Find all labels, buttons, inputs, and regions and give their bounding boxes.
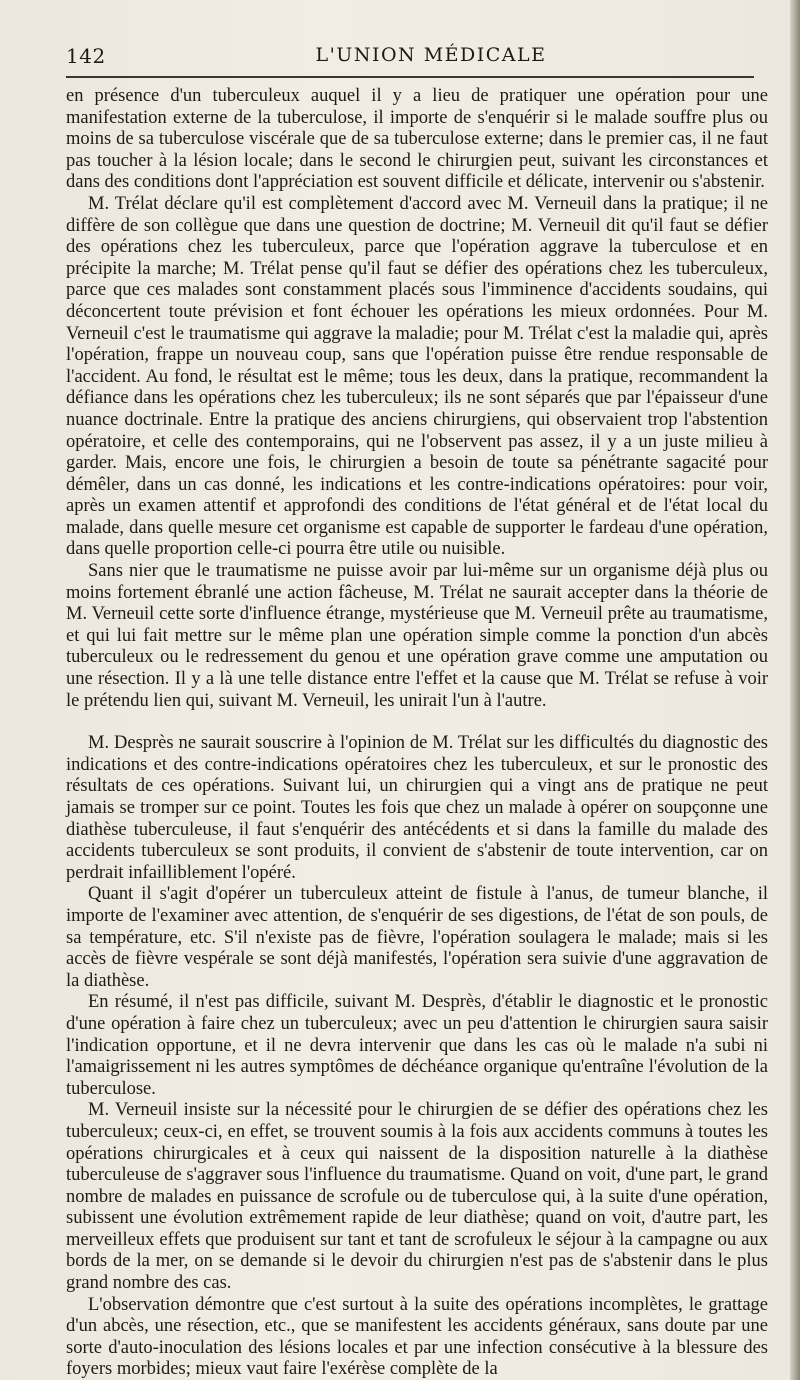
header-rule (66, 76, 754, 78)
paragraph-continuation: en présence d'un tuberculeux auquel il y a lieu de pratiquer une opération pour une manifestation externe de la tuberculose, il importe de s'enquérir si le malade souffre plus ou moins de sa tuberculose viscérale que de sa tuberculose externe; dans le premier cas, il ne faut pas toucher à la lésion locale; dans le second le chirurgien peut, suivant les circonstances et dans des conditions dont l'appréciation est souvent difficile et délicate, intervenir ou s'abstenir. (66, 86, 768, 193)
paragraph-trelat: M. Trélat déclare qu'il est complètement d'accord avec M. Verneuil dans la pratique; il ne diffère de son collègue que dans une question de doctrine; M. Verneuil dit qu'il faut se défier des opérations chez les tuberculeux, parce que l'opération aggrave la tuberculose et en précipite la marche; M. Trélat pense qu'il faut se défier des opérations chez les tuberculeux, parce que ces malades sont constamment placés sous l'imminence d'accidents soudains, qui déconcertent toute prévision et font échouer les opérations les mieux ordonnées. Pour M. Verneuil c'est le traumatisme qui aggrave la maladie; pour M. Trélat c'est la maladie qui, après l'opération, frappe un nouveau coup, sans que l'opération puisse être rendue responsable de l'accident. Au fond, le résultat est le même; tous les deux, dans la pratique, recommandent la défiance dans les opérations chez les tuberculeux; ils ne sont séparés que par l'épaisseur d'une nuance doctrinale. Entre la pratique des anciens chirurgiens, qui observaient trop l'abstention opératoire, et celle des contemporains, qui ne l'observent pas assez, il y a un juste milieu à garder. Mais, encore une fois, le chirurgien a besoin de toute sa pénétrante sagacité pour démêler, dans un cas donné, les indications et les contre-indications opératoires: pour voir, après un examen attentif et approfondi des conditions de l'état général et de l'état local du malade, dans quelle mesure cet organisme est capable de supporter le fardeau d'une opération, dans quelle proportion celle-ci pourra être utile ou nuisible. (66, 193, 768, 560)
article-body (66, 86, 768, 1380)
paragraph-verneuil: M. Verneuil insiste sur la nécessité pour le chirurgien de se défier des opérations chez les tuberculeux; ceux-ci, en effet, se trouvent soumis à la fois aux accidents communs à toutes les opérations chirurgicales et à ceux qui naissent de la disposition naturelle à la diathèse tuberculeuse de s'aggraver sous l'influence du traumatisme. Quand on voit, d'une part, le grand nombre de malades en puissance de scrofule ou de tuberculose qui, à la suite d'une opération, subissent une évolution extrêmement rapide de leur diathèse; quand on voit, d'autre part, les merveilleux effets que produisent sur tant et tant de scrofuleux le séjour à la campagne ou aux bords de la mer, on se demande si le devoir du chirurgien n'est pas de s'abstenir dans le plus grand nombre des cas. (66, 1100, 768, 1294)
page-number: 142 (66, 44, 106, 68)
page-edge-shadow (790, 0, 800, 1380)
paragraph-traumatisme: Sans nier que le traumatisme ne puisse avoir par lui-même sur un organisme déjà plus ou moins fortement ébranlé une action fâcheuse, M. Trélat ne saurait accepter dans la théorie de M. Verneuil cette sorte d'influence étrange, mystérieuse que M. Verneuil prête au traumatisme, et qui lui fait mettre sur le même plan une opération simple comme la ponction d'un abcès tuberculeux ou le redressement du genou et une opération grave comme une amputation ou une résection. Il y a là une telle distance entre l'effet et la cause que M. Trélat se refuse à voir le prétendu lien qui, suivant M. Verneuil, les unirait l'un à l'autre. (66, 561, 768, 711)
paragraph-resume: En résumé, il n'est pas difficile, suivant M. Desprès, d'établir le diagnostic et le pronostic d'une opération à faire chez un tuberculeux; avec un peu d'attention le chirurgien saura saisir l'indication opportune, et il ne devra intervenir que dans les cas où le malade n'a subi ni l'amaigrissement ni les autres symptômes de déchéance organique qu'entraîne l'évolution de la tuberculose. (66, 992, 768, 1099)
running-title: L'UNION MÉDICALE (315, 44, 547, 66)
paragraph-despres: M. Desprès ne saurait souscrire à l'opinion de M. Trélat sur les difficultés du diagnostic des indications et des contre-indications opératoires chez les tuberculeux, et sur le pronostic des résultats de ces opérations. Suivant lui, un chirurgien qui a vingt ans de pratique ne peut jamais se tromper sur ce point. Toutes les fois que chez un malade à opérer on soupçonne une diathèse tuberculeuse, il faut s'enquérir des antécédents et si dans la famille du malade des accidents tuberculeux se sont produits, il convient de s'abstenir de toute intervention, car on perdrait infailliblement l'opéré. (66, 733, 768, 883)
page-header (66, 40, 756, 70)
paragraph-fistule: Quant il s'agit d'opérer un tuberculeux atteint de fistule à l'anus, de tumeur blanche, il importe de l'examiner avec attention, de s'enquérir de ses digestions, de l'état de son pouls, de sa température, etc. S'il n'existe pas de fièvre, l'opération soulagera le malade; mais si les accès de fièvre vespérale se sont déjà manifestés, l'opération sera suivie d'une aggravation de la diathèse. (66, 884, 768, 991)
paragraph-observation: L'observation démontre que c'est surtout à la suite des opérations incomplètes, le grattage d'un abcès, une résection, etc., que se manifestent les accidents généraux, sans doute par une sorte d'auto-inoculation des lésions locales et par une infection consécutive à la blessure des foyers morbides; mieux vaut faire l'exérèse complète de la (66, 1294, 768, 1380)
